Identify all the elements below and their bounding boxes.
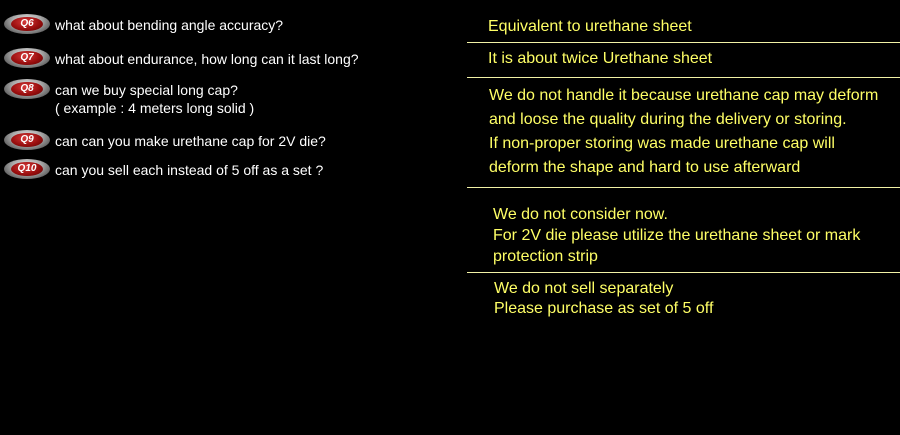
question-row-q8 — [0, 81, 254, 117]
q7-badge-icon: Q7 — [4, 48, 50, 68]
question-row-q9 — [0, 132, 326, 150]
question-row-q10 — [0, 161, 323, 179]
answer-q7: It is about twice Urethane sheet — [488, 50, 713, 67]
question-text: can you sell each instead of 5 off as a set ? — [55, 162, 324, 178]
q8-badge-icon: Q8 — [4, 79, 50, 99]
question-text: what about endurance, how long can it last long? — [55, 51, 359, 67]
question-row-q6 — [0, 16, 283, 34]
question-row-q7 — [0, 50, 359, 68]
answer-q6: Equivalent to urethane sheet — [488, 18, 692, 35]
answer-divider — [467, 272, 900, 273]
answer-divider — [467, 187, 900, 188]
answer-q8: We do not handle it because urethane cap may deform and loose the quality during the delivery or storing. If non-proper storing was made urethane cap will deform the shape and hard to use afterward — [489, 87, 879, 176]
question-text: can we buy special long cap? ( example : 4 meters long solid ) — [55, 82, 255, 116]
answer-divider — [467, 77, 900, 78]
q9-badge-icon: Q9 — [4, 130, 50, 150]
answer-q10: We do not sell separately Please purchase as set of 5 off — [494, 280, 714, 317]
q6-badge-icon: Q6 — [4, 14, 50, 34]
answer-divider — [467, 42, 900, 43]
q10-badge-icon: Q10 — [4, 159, 50, 179]
question-text: what about bending angle accuracy? — [55, 17, 284, 33]
answer-q9: We do not consider now. For 2V die please utilize the urethane sheet or mark protection strip — [493, 206, 861, 265]
question-text: can can you make urethane cap for 2V die? — [55, 133, 326, 149]
